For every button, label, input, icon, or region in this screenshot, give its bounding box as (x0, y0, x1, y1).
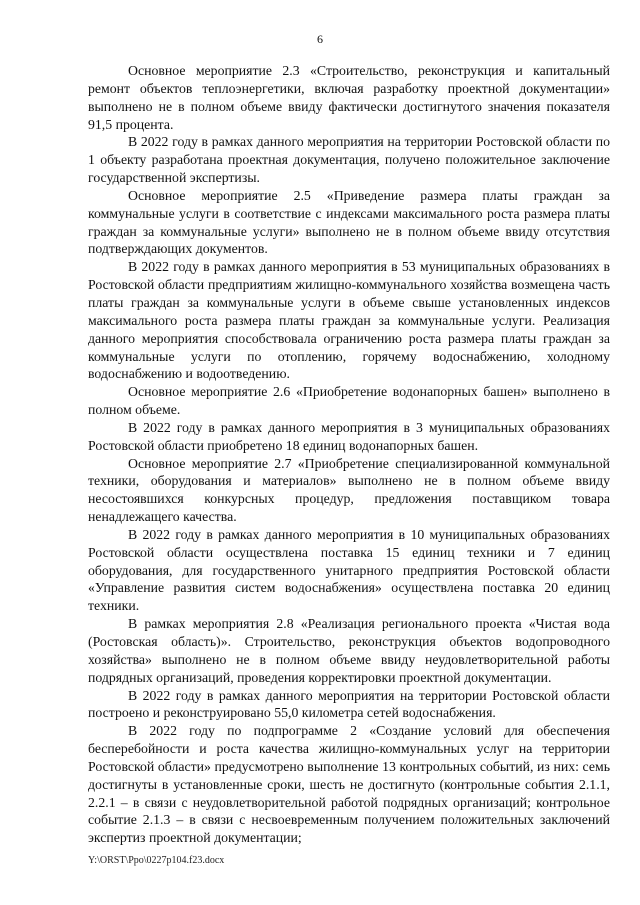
paragraph-measure-2-8-results: В 2022 году в рамках данного мероприятия на территории Ростовской области построено и реконструировано 55,0 километра сетей водоснабжения. (88, 687, 610, 721)
paragraph-measure-2-6-results: В 2022 году в рамках данного мероприятия в 3 муниципальных образованиях Ростовской области приобретено 18 единиц водонапорных башен. (88, 419, 610, 453)
paragraph-measure-2-5-results: В 2022 году в рамках данного мероприятия в 53 муниципальных образованиях в Ростовской области предприятиям жилищно-коммунального хозяйства возмещена часть платы граждан за коммунальные услуги в объеме свыше установленных индексов максимального роста размера платы граждан за коммунальные услуги. Реализация данного мероприятия способствовала ограничению роста размера платы граждан за коммунальные услуги по отоплению, горячему водоснабжению, холодному водоснабжению и водоотведению. (88, 259, 610, 382)
paragraph-measure-2-8: В рамках мероприятия 2.8 «Реализация регионального проекта «Чистая вода (Ростовская область)». Строительство, реконструкция объектов водопроводного хозяйства» выполнено не в полном объеме ввиду неудовлетворительной работы подрядных организаций, проведения корректировки проектной документации. (88, 616, 610, 685)
paragraph-measure-2-6: Основное мероприятие 2.6 «Приобретение водонапорных башен» выполнено в полном объеме. (88, 384, 610, 418)
paragraph-measure-2-5: Основное мероприятие 2.5 «Приведение размера платы граждан за коммунальные услуги в соответствие с индексами максимального роста размера платы граждан за коммунальные услуги» выполнено не в полном объеме ввиду отсутствия подтверждающих документов. (88, 187, 610, 257)
paragraph-measure-2-7: Основное мероприятие 2.7 «Приобретение специализированной коммунальной техники, оборудования и материалов» выполнено не в полном объеме ввиду несостоявшихся конкурсных процедур, предложения поставщиком товара ненадлежащего качества. (88, 455, 610, 525)
paragraph-subprogram-2-summary: В 2022 году по подпрограмме 2 «Создание условий для обеспечения бесперебойности и роста качества жилищно-коммунальных услуг на территории Ростовской области» предусмотрено выполнение 13 контрольных событий, из них: семь достигнуты в установленные сроки, шесть не достигнуто (контрольные события 2.1.1, 2.2.1 – в связи с неудовлетворительной работой подрядных организаций; контрольное событие 2.1.3 – в связи с несвоевременным получением положительных заключений экспертиз проектной документации; (88, 723, 610, 846)
paragraph-measure-2-3-results: В 2022 году в рамках данного мероприятия на территории Ростовской области по 1 объекту разработана проектная документация, получено положительное заключение государственной экспертизы. (88, 134, 610, 186)
page-number: 6 (317, 32, 323, 46)
footer-file-path: Y:\ORST\Ppo\0227p104.f23.docx (88, 855, 225, 866)
paragraph-measure-2-7-results: В 2022 году в рамках данного мероприятия в 10 муниципальных образованиях Ростовской области осуществлена поставка 15 единиц техники и 7 единиц оборудования, для государственного унитарного предприятия Ростовской области «Управление развития систем водоснабжения» осуществлена поставка 20 единиц техники. (88, 526, 610, 614)
paragraph-measure-2-3: Основное мероприятие 2.3 «Строительство, реконструкция и капитальный ремонт объектов теплоэнергетики, включая разработку проектной документации» выполнено не в полном объеме ввиду фактически достигнутого значения показателя 91,5 процента. (88, 63, 610, 132)
document-body (88, 62, 610, 847)
